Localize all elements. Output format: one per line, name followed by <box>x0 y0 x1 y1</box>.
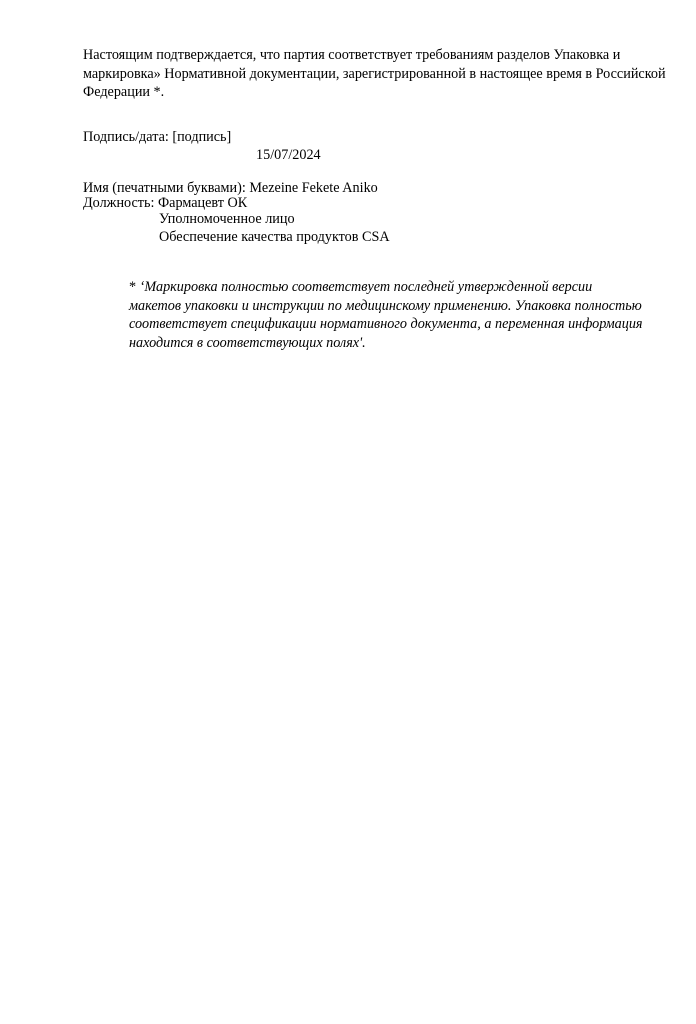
footnote-line-1-text: ‘Маркировка полностью соответствует последней утвержденной версии <box>139 279 593 295</box>
signature-label: Подпись/дата: [подпись] <box>83 129 232 145</box>
footnote-line-1 <box>129 278 696 297</box>
declaration-line-3: Федерации *. <box>83 84 165 100</box>
footnote-line-4: находится в соответствующих полях'. <box>129 334 366 351</box>
footnote-line-2: макетов упаковки и инструкции по медицинскому применению. Упаковка полностью <box>129 297 642 314</box>
signer-role: Уполномоченное лицо <box>159 211 295 227</box>
signer-name: Имя (печатными буквами): Mezeine Fekete Aniko <box>83 180 378 196</box>
declaration-paragraph <box>83 46 683 102</box>
declaration-line-1: Настоящим подтверждается, что партия соответствует требованиям разделов Упаковка и <box>83 47 621 63</box>
declaration-line-2: маркировка» Нормативной документации, зарегистрированной в настоящее время в Российской <box>83 65 666 82</box>
footnote-marker: * <box>129 279 137 295</box>
footnote <box>129 278 696 352</box>
signature-date: 15/07/2024 <box>256 147 321 163</box>
footnote-line-3: соответствует спецификации нормативного документа, а переменная информация <box>129 316 643 332</box>
signer-position: Должность: Фармацевт ОК <box>83 195 248 211</box>
signer-department: Обеспечение качества продуктов CSA <box>159 229 390 245</box>
